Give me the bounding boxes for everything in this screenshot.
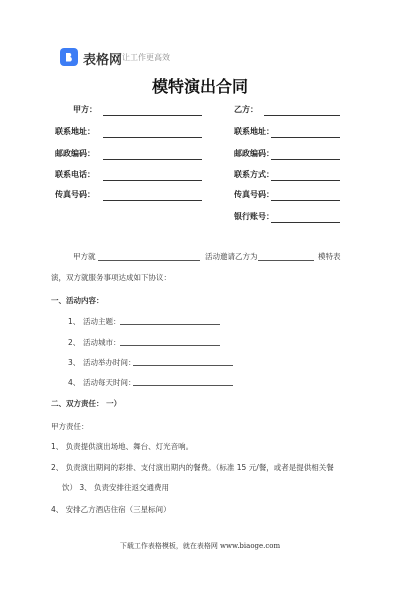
- intro-line2: 演，双方就服务事项达成如下协议：: [51, 273, 171, 282]
- party-a-postcode-label: 邮政编码：: [55, 149, 95, 158]
- brand-tagline: 让工作更高效: [122, 53, 170, 62]
- section1-item-num: 4、: [68, 378, 81, 387]
- section1-item-blank: [133, 385, 233, 386]
- section2-subheading: 甲方责任：: [51, 422, 89, 431]
- footer-text: 下载工作表格模板，就在表格网 www.biaoge.com: [119, 542, 281, 550]
- party-b-fax-label: 传真号码：: [234, 190, 274, 199]
- party-a-phone-line: [103, 180, 202, 181]
- section1-item-label: 活动举办时间：: [83, 358, 136, 367]
- section1-item-blank: [120, 345, 220, 346]
- brand-name: 表格网: [83, 53, 123, 68]
- party-a-phone-label: 联系电话：: [55, 170, 95, 179]
- section2-item: 2、 负责演出期间的彩排、支付演出期内的餐费。（标准 15 元/餐，或者是提供相关餐: [51, 463, 334, 472]
- section2-heading: 二、双方责任： 一）: [51, 399, 122, 408]
- party-b-address-line: [271, 137, 340, 138]
- intro-blank-1: [98, 260, 200, 261]
- intro-blank-2: [258, 260, 314, 261]
- section1-item-num: 2、: [68, 338, 81, 347]
- section1-item-label: 活动主题：: [83, 317, 121, 326]
- party-b-bank-label: 银行账号：: [234, 212, 274, 221]
- section1-item-num: 1、: [68, 317, 81, 326]
- party-b-label: 乙方：: [234, 105, 258, 114]
- section2-item: 1、 负责提供演出场地、舞台、灯光音响。: [51, 442, 194, 451]
- section1-item-label: 活动每天时间：: [83, 378, 136, 387]
- party-a-address-line: [103, 137, 202, 138]
- intro-part2: 活动邀请乙方为: [205, 252, 258, 261]
- party-b-line: [264, 115, 340, 116]
- party-a-label: 甲方：: [73, 105, 97, 114]
- party-b-address-label: 联系地址：: [234, 127, 274, 136]
- logo-icon: [60, 48, 78, 66]
- section1-item-blank: [120, 324, 220, 325]
- intro-part3: 模特表: [318, 252, 341, 261]
- document-title: 模特演出合同: [151, 77, 248, 96]
- party-a-address-label: 联系地址：: [55, 127, 95, 136]
- party-b-postcode-label: 邮政编码：: [234, 149, 274, 158]
- section1-item-num: 3、: [68, 358, 81, 367]
- party-b-postcode-line: [271, 159, 340, 160]
- party-b-contact-label: 联系方式：: [234, 170, 274, 179]
- party-b-bank-line: [271, 222, 340, 223]
- section1-item-label: 活动城市：: [83, 338, 121, 347]
- section2-item: 4、 安排乙方酒店住宿（三星标间）: [51, 505, 171, 514]
- party-b-fax-line: [271, 200, 340, 201]
- party-a-postcode-line: [103, 159, 202, 160]
- party-a-fax-line: [103, 200, 202, 201]
- section1-heading: 一、活动内容：: [51, 296, 104, 305]
- party-a-line: [103, 115, 202, 116]
- section1-item-blank: [133, 365, 233, 366]
- party-b-contact-line: [271, 180, 340, 181]
- party-a-fax-label: 传真号码：: [55, 190, 95, 199]
- section2-item: 饮） 3、 负责安排往返交通费用: [62, 483, 170, 492]
- intro-part1: 甲方就: [73, 252, 96, 261]
